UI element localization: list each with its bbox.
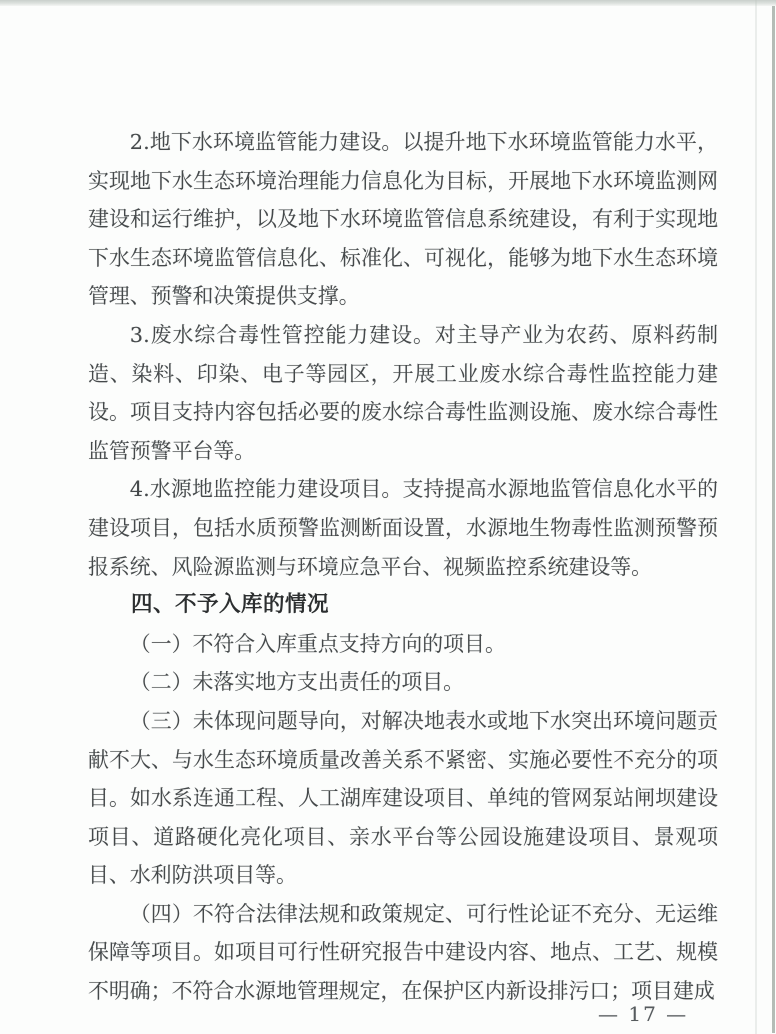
scan-edge-right [772, 6, 775, 1033]
list-item-paragraph: （四）不符合法律法规和政策规定、可行性论证不充分、无运维保障等项目。如项目可行性研究报告中建设内容、地点、工艺、规模不明确；不符合水源地管理规定，在保护区内新设排污口；项目建成 [88, 901, 718, 1004]
page-content [88, 123, 718, 1011]
body-paragraph: 3.废水综合毒性管控能力建设。对主导产业为农药、原料药制造、染料、印染、电子等园区，开展工业废水综合毒性监控能力建设。项目支持内容包括必要的废水综合毒性监测设施、废水综合毒性监管预警平台等。 [88, 322, 718, 463]
scan-edge-top [0, 0, 776, 6]
page-number: — 17 — [598, 1002, 689, 1026]
list-item-paragraph: （二）未落实地方支出责任的项目。 [129, 670, 465, 695]
body-paragraph: 4.水源地监控能力建设项目。支持提高水源地监管信息化水平的建设项目，包括水质预警监测断面设置，水源地生物毒性监测预警预报系统、风险源监测与环境应急平台、视频监控系统建设等。 [88, 477, 718, 579]
list-item-paragraph: （三）未体现问题导向，对解决地表水或地下水突出环境问题贡献不大、与水生态环境质量改善关系不紧密、实施必要性不充分的项目。如水系连通工程、人工湖库建设项目、单纯的管网泵站闸坝建设项目、道路硬化亮化项目、亲水平台等公园设施建设项目、景观项目、水利防洪项目等。 [88, 708, 718, 888]
section-heading: 四、不予入库的情况 [131, 592, 330, 618]
body-paragraph: 2.地下水环境监管能力建设。以提升地下水环境监管能力水平，实现地下水生态环境治理能力信息化为目标，开展地下水环境监测网建设和运行维护，以及地下水环境监管信息系统建设，有利于实现地下水生态环境监管信息化、标准化、可视化，能够为地下水生态环境管理、预警和决策提供支撑。 [88, 130, 718, 309]
scan-edge-right-soft [755, 0, 757, 1034]
list-item-paragraph: （一）不符合入库重点支持方向的项目。 [129, 631, 506, 656]
